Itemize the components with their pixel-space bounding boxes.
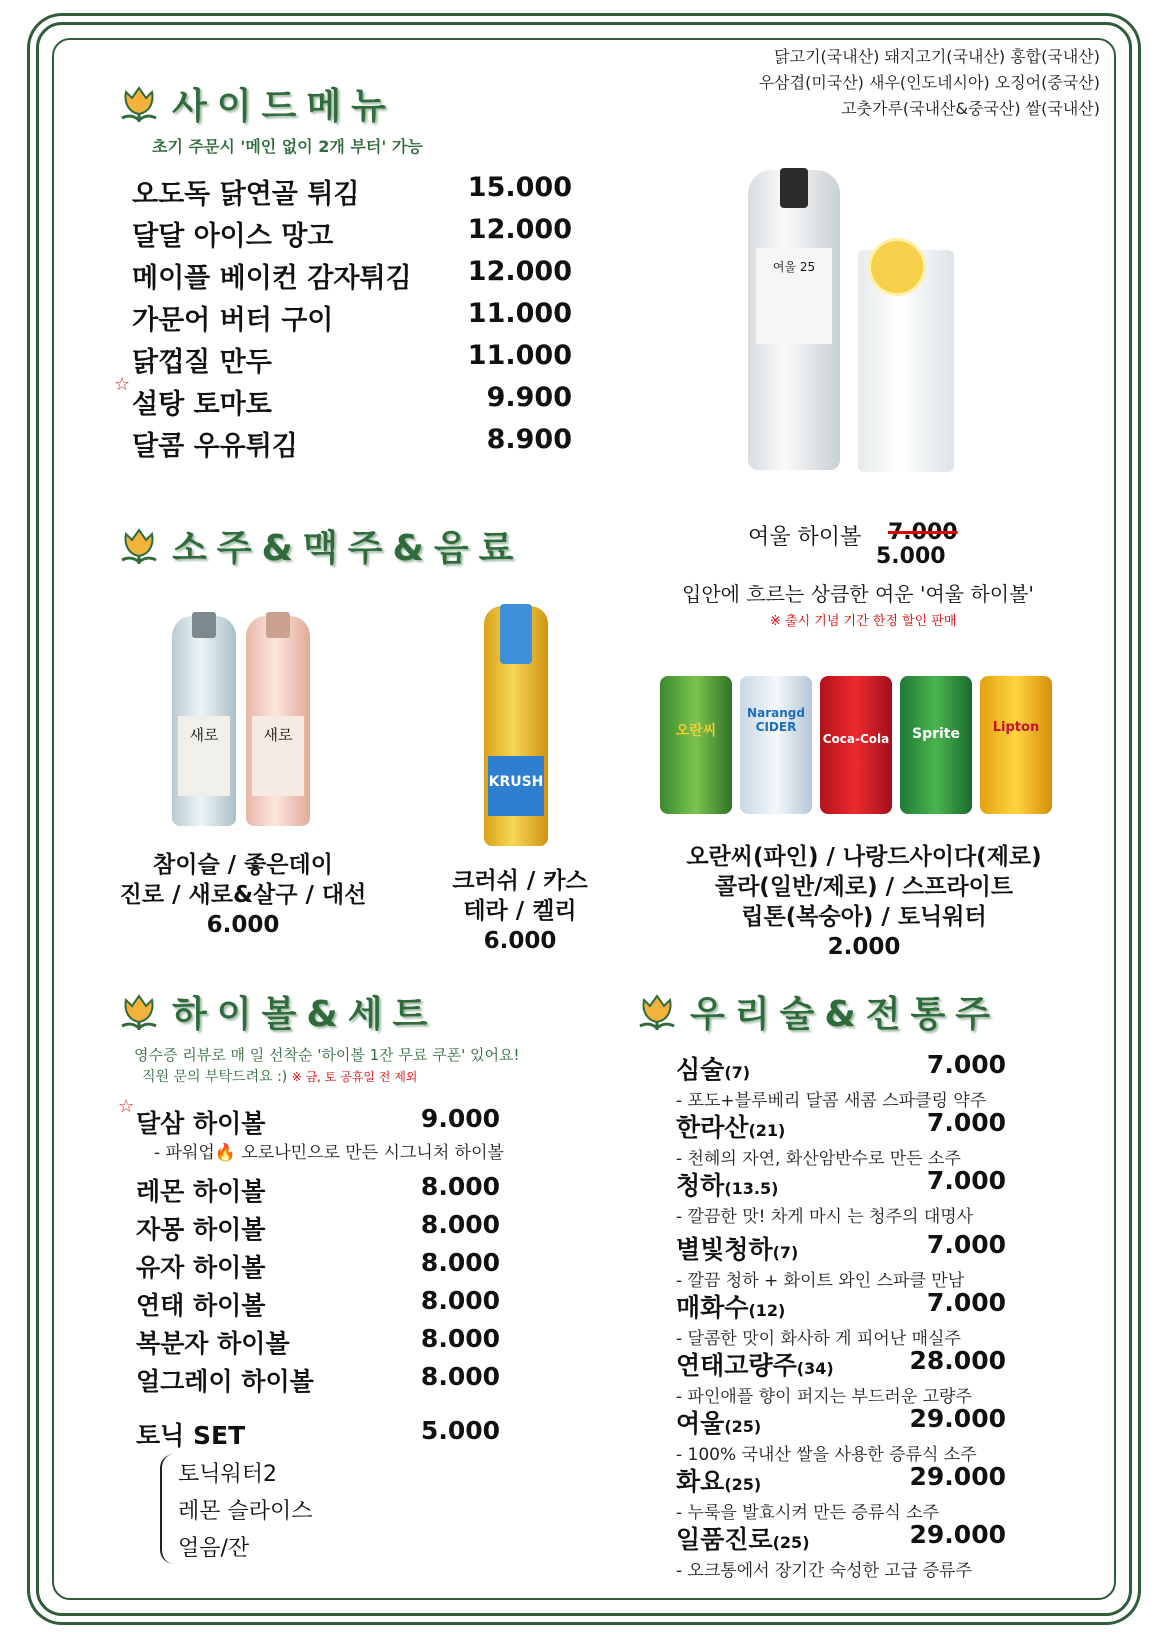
- lemon-slice: [868, 238, 926, 296]
- item-name: 심술: [676, 1055, 725, 1084]
- list-item: [676, 1050, 1006, 1111]
- item-price: 28.000: [909, 1346, 1006, 1375]
- item-name: 얼그레이 하이볼: [136, 1367, 314, 1396]
- item-name: 달삼 하이볼: [136, 1109, 266, 1138]
- signature-desc: - 파워업🔥 오로나민으로 만든 시그니처 하이볼: [154, 1143, 504, 1163]
- drinks-title: [118, 520, 523, 571]
- soda-line: 립톤(복숭아) / 토닉워터: [741, 904, 987, 930]
- item-name: 화요: [676, 1467, 725, 1496]
- bottle-neck-label: [500, 604, 532, 664]
- item-abv: (7): [724, 1063, 751, 1082]
- bottle-label: 여울 25: [756, 248, 832, 344]
- list-item: [114, 374, 572, 424]
- list-item: [132, 298, 572, 340]
- item-price: 8.000: [420, 1286, 500, 1315]
- item-name: 여울: [676, 1409, 725, 1438]
- item-desc: - 달콤한 맛이 화사하 게 피어난 매실주: [676, 1329, 961, 1349]
- item-name: 메이플 베이컨 감자튀김: [132, 263, 412, 294]
- item-name: 닭껍질 만두: [132, 347, 272, 378]
- bottle-cap: [192, 612, 216, 638]
- item-abv: (34): [796, 1359, 834, 1378]
- list-item: [132, 172, 572, 214]
- can-sprite-image: [900, 676, 972, 814]
- item-name: 레몬 하이볼: [136, 1177, 266, 1206]
- item-price: 5.000: [420, 1416, 500, 1445]
- item-name: 일품진로: [676, 1525, 773, 1554]
- item-name: 설탕 토마토: [132, 389, 272, 420]
- soju-line: 참이슬 / 좋은데이: [153, 852, 333, 878]
- list-item: [136, 1362, 500, 1400]
- item-price: 7.000: [926, 1166, 1006, 1195]
- item-price: 9.900: [486, 382, 572, 413]
- side-menu-note: 초기 주문시 '메인 없이 2개 부터' 가능: [152, 137, 423, 156]
- star-icon: ☆: [114, 374, 131, 395]
- can-lipton-image: [980, 676, 1052, 814]
- item-desc: - 깔끔 청하 + 화이트 와인 스파클 만남: [676, 1271, 965, 1291]
- item-price: 7.000: [926, 1050, 1006, 1079]
- tulip-icon: [636, 992, 678, 1032]
- bottle-label: 새로: [178, 716, 230, 796]
- beer-line: 크러쉬 / 카스: [452, 868, 588, 894]
- traditional-title: [636, 986, 1000, 1037]
- yeoul-old-price: 7.000: [888, 520, 958, 545]
- tonic-part: 얼음/잔: [178, 1536, 250, 1561]
- item-price: 29.000: [909, 1462, 1006, 1491]
- item-name: 연태고량주: [676, 1351, 797, 1380]
- list-item: [132, 340, 572, 382]
- item-price: 8.000: [420, 1172, 500, 1201]
- item-price: 15.000: [467, 172, 572, 203]
- item-desc: - 천혜의 자연, 화산암반수로 만든 소주: [676, 1149, 961, 1169]
- item-name: 매화수: [676, 1293, 749, 1322]
- soju-price: 6.000: [206, 912, 280, 938]
- list-item: [676, 1108, 1006, 1169]
- section-title-text: 사이드메뉴: [172, 86, 396, 127]
- item-desc: - 포도+블루베리 달콤 새콤 스파클링 약주: [676, 1091, 987, 1111]
- list-item: [136, 1172, 500, 1210]
- yeoul-bottle-image: [748, 170, 840, 470]
- tulip-icon: [118, 992, 160, 1032]
- tonic-parts: [178, 1456, 313, 1567]
- item-name: 연태 하이볼: [136, 1291, 266, 1320]
- item-price: 12.000: [467, 256, 572, 287]
- section-title-text: 하이볼&세트: [172, 994, 438, 1035]
- item-abv: (25): [724, 1475, 762, 1494]
- can-cola-image: [820, 676, 892, 814]
- bottle-cap: [266, 612, 290, 638]
- list-item: [132, 256, 572, 298]
- list-item: [676, 1462, 1006, 1523]
- item-price: 8.000: [420, 1248, 500, 1277]
- beer-caption: [430, 866, 610, 956]
- list-item: [136, 1210, 500, 1248]
- item-abv: (25): [772, 1533, 810, 1552]
- list-item: [676, 1520, 1006, 1581]
- item-price: 12.000: [467, 214, 572, 245]
- item-price: 11.000: [467, 340, 572, 371]
- highball-signature: [118, 1096, 500, 1140]
- soda-caption: [664, 842, 1064, 962]
- highball-list: [136, 1172, 500, 1400]
- item-name: 가문어 버터 구이: [132, 305, 334, 336]
- star-icon: ☆: [118, 1096, 135, 1117]
- soda-price: 2.000: [827, 934, 901, 960]
- beer-line: 테라 / 켈리: [463, 898, 577, 924]
- item-name: 토닉 SET: [136, 1421, 246, 1450]
- item-price: 8.000: [420, 1362, 500, 1391]
- item-name: 유자 하이볼: [136, 1253, 266, 1282]
- can-oranc-image: [660, 676, 732, 814]
- yeoul-price: 5.000: [876, 544, 946, 569]
- can-label: Narangd CIDER: [747, 706, 805, 734]
- item-desc: - 파인애플 향이 퍼지는 부드러운 고량주: [676, 1387, 972, 1407]
- item-abv: (21): [748, 1121, 786, 1140]
- brace-icon: [160, 1454, 176, 1564]
- item-price: 8.900: [486, 424, 572, 455]
- yeoul-promo: ※ 출시 기념 기간 한정 할인 판매: [770, 614, 957, 629]
- item-price: 7.000: [926, 1108, 1006, 1137]
- can-label: Sprite: [912, 726, 960, 742]
- highball-note: 영수증 리뷰로 매 일 선착순 '하이볼 1잔 무료 쿠폰' 있어요!: [134, 1046, 520, 1064]
- item-name: 복분자 하이볼: [136, 1329, 290, 1358]
- tulip-icon: [118, 84, 160, 124]
- item-name: 달콤 우유튀김: [132, 431, 298, 462]
- tonic-part: 토닉워터2: [178, 1462, 278, 1487]
- item-price: 8.000: [420, 1324, 500, 1353]
- highball-glass-image: [858, 250, 954, 472]
- item-name: 한라산: [676, 1113, 749, 1142]
- soju-bottle-image: [172, 616, 236, 826]
- item-name: 청하: [676, 1171, 725, 1200]
- list-item: [132, 424, 572, 466]
- soda-line: 콜라(일반/제로) / 스프라이트: [714, 874, 1014, 900]
- can-label: 오란씨: [675, 723, 717, 739]
- item-abv: (7): [772, 1243, 799, 1262]
- soda-line: 오란씨(파인) / 나랑드사이다(제로): [686, 844, 1042, 870]
- list-item: [676, 1288, 1006, 1349]
- highball-note: [142, 1066, 417, 1086]
- item-name: 달달 아이스 망고: [132, 221, 334, 252]
- item-price: 29.000: [909, 1520, 1006, 1549]
- origin-line: 우삼겹(미국산) 새우(인도네시아) 오징어(중국산): [758, 73, 1100, 92]
- yeoul-desc: 입안에 흐르는 상큼한 여운 '여울 하이볼': [682, 582, 1034, 606]
- list-item: [136, 1416, 500, 1452]
- list-item: [136, 1324, 500, 1362]
- list-item: [676, 1166, 1006, 1230]
- section-title-text: 우리술&전통주: [690, 994, 1001, 1035]
- origin-info: [759, 44, 1100, 122]
- item-abv: (12): [748, 1301, 786, 1320]
- tulip-icon: [118, 526, 160, 566]
- item-name: 별빛청하: [676, 1235, 773, 1264]
- item-desc: - 누룩을 발효시켜 만든 증류식 소주: [676, 1503, 940, 1523]
- tonic-set: [136, 1416, 500, 1452]
- item-price: 29.000: [909, 1404, 1006, 1433]
- yeoul-name: 여울 하이볼: [748, 525, 862, 550]
- section-title-text: 소주&맥주&음료: [172, 528, 524, 569]
- item-price: 9.000: [420, 1104, 500, 1133]
- bottle-cap: [780, 168, 808, 208]
- item-price: 11.000: [467, 298, 572, 329]
- list-item: [136, 1248, 500, 1286]
- beer-price: 6.000: [483, 928, 557, 954]
- item-desc: - 오크통에서 장기간 숙성한 고급 증류주: [676, 1561, 972, 1581]
- list-item: [132, 214, 572, 256]
- can-narangd-image: [740, 676, 812, 814]
- item-desc: - 깔끔한 맛! 차게 마시 는 청주의 대명사: [676, 1207, 974, 1227]
- list-item: [118, 1096, 500, 1140]
- list-item: [676, 1230, 1006, 1291]
- highball-title: [118, 986, 437, 1037]
- origin-line: 고춧가루(국내산&중국산) 쌀(국내산): [841, 99, 1100, 118]
- origin-line: 닭고기(국내산) 돼지고기(국내산) 홍합(국내산): [774, 47, 1100, 66]
- item-abv: (13.5): [724, 1179, 779, 1198]
- bottle-label: KRUSH: [488, 756, 544, 816]
- highball-note-text: 직원 문의 부탁드려요 :): [142, 1069, 288, 1085]
- list-item: [136, 1286, 500, 1324]
- traditional-list: [676, 1050, 1006, 1581]
- item-desc: - 100% 국내산 쌀을 사용한 증류식 소주: [676, 1445, 977, 1465]
- list-item: [676, 1404, 1006, 1465]
- list-item: [676, 1346, 1006, 1407]
- item-price: 7.000: [926, 1230, 1006, 1259]
- soju-caption: [98, 850, 388, 940]
- krush-bottle-image: [484, 606, 548, 846]
- item-name: 오도독 닭연골 튀김: [132, 179, 360, 210]
- item-price: 7.000: [926, 1288, 1006, 1317]
- side-menu-title: [118, 78, 396, 129]
- side-menu-list: [114, 172, 572, 466]
- soju-line: 진로 / 새로&살구 / 대선: [119, 882, 367, 908]
- item-name: 자몽 하이볼: [136, 1215, 266, 1244]
- item-price: 8.000: [420, 1210, 500, 1239]
- can-label: Lipton: [992, 720, 1040, 735]
- highball-note-red: ※ 금, 토 공휴일 전 제외: [291, 1070, 418, 1084]
- salgu-bottle-image: [246, 616, 310, 826]
- can-label: Coca-Cola: [822, 732, 890, 746]
- tonic-part: 레몬 슬라이스: [178, 1499, 313, 1524]
- item-abv: (25): [724, 1417, 762, 1436]
- bottle-label: 새로: [252, 716, 304, 796]
